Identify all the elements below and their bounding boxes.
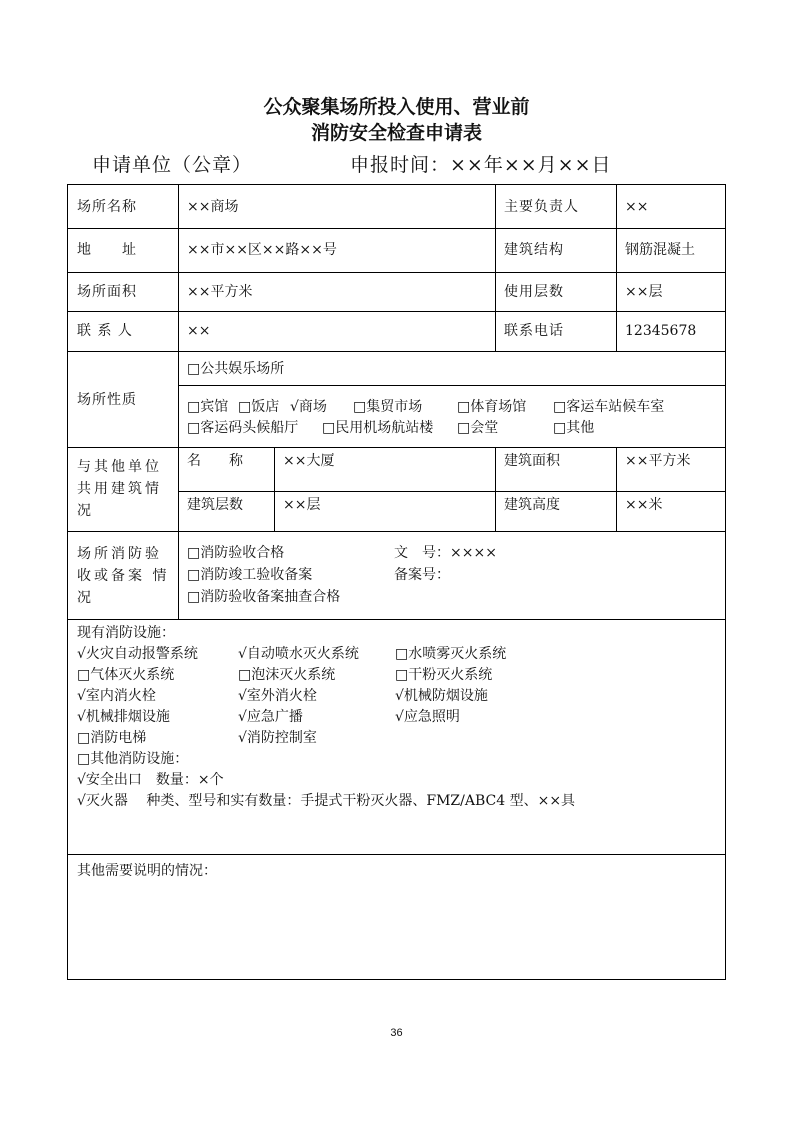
nature-option[interactable]: □体育场馆 [457, 399, 527, 415]
other-remarks-label: 其他需要说明的情况： [77, 863, 217, 879]
facility-option[interactable]: √机械排烟设施 [77, 709, 170, 725]
shared-area-value: ××平方米 [625, 453, 691, 469]
facility-option[interactable]: √火灾自动报警系统 [77, 646, 198, 662]
acceptance-qualified-checkbox[interactable]: □消防验收合格 [187, 545, 285, 561]
building-structure-value: 钢筋混凝土 [625, 242, 695, 258]
nature-option[interactable]: □客运车站候车室 [553, 399, 665, 415]
fire-extinguishers: √灭火器 种类、型号和实有数量：手提式干粉灭火器、FMZ/ABC4 型、××具 [77, 793, 576, 809]
contact-phone-label: 联系电话 [504, 323, 564, 339]
nature-option[interactable]: □其他 [553, 420, 595, 436]
other-facilities-checkbox[interactable]: □其他消防设施： [77, 751, 189, 767]
page-number: 36 [390, 1027, 403, 1039]
building-structure-label: 建筑结构 [504, 242, 564, 258]
spot-check-checkbox[interactable]: □消防验收备案抽查合格 [187, 589, 341, 605]
venue-nature-label: 场所性质 [77, 392, 137, 408]
facilities-heading: 现有消防设施： [77, 625, 175, 641]
facility-option[interactable]: □干粉灭火系统 [395, 667, 493, 683]
shared-height-value: ××米 [625, 497, 663, 513]
facility-option[interactable]: □消防电梯 [77, 730, 147, 746]
nature-option[interactable]: □客运码头候船厅 [187, 420, 299, 436]
application-date: 申报时间：××年××月××日 [350, 154, 612, 176]
contact-person-value: ×× [187, 323, 211, 339]
person-in-charge-value: ×× [625, 199, 649, 215]
nature-option[interactable]: □宾馆 [187, 399, 229, 415]
nature-option[interactable]: √商场 [290, 399, 327, 415]
shared-floors-value: ××层 [283, 497, 321, 513]
acceptance-label-line1: 场所消防验 [77, 546, 162, 562]
shared-height-label: 建筑高度 [504, 497, 560, 513]
shared-name-label: 名 称 [187, 453, 243, 469]
applicant-seal-label: 申请单位（公章） [92, 154, 253, 176]
shared-building-label-line1: 与其他单位 [77, 459, 162, 475]
facility-option[interactable]: √室外消火栓 [238, 688, 317, 704]
venue-area-value: ××平方米 [187, 284, 253, 300]
facility-option[interactable]: √消防控制室 [238, 730, 317, 746]
facility-option[interactable]: √机械防烟设施 [395, 688, 488, 704]
facility-option[interactable]: √应急照明 [395, 709, 460, 725]
shared-building-label-line2: 共用建筑情 [77, 481, 162, 497]
safety-exits: √安全出口 数量：×个 [77, 772, 224, 788]
contact-phone-value: 12345678 [625, 323, 697, 339]
contact-person-label: 联 系 人 [77, 323, 133, 339]
venue-area-label: 场所面积 [77, 284, 137, 300]
nature-option[interactable]: □民用机场航站楼 [322, 420, 434, 436]
acceptance-label-line2: 收或备案 情 [77, 568, 170, 584]
facility-option[interactable]: √室内消火栓 [77, 688, 156, 704]
venue-name-label: 场所名称 [77, 199, 137, 215]
form-title-line2: 消防安全检查申请表 [310, 122, 482, 144]
form-title-line1: 公众聚集场所投入使用、营业前 [263, 96, 530, 118]
floors-used-label: 使用层数 [504, 284, 564, 300]
shared-name-value: ××大厦 [283, 453, 335, 469]
venue-name-value: ××商场 [187, 199, 239, 215]
facility-option[interactable]: □泡沫灭火系统 [238, 667, 336, 683]
nature-option[interactable]: □会堂 [457, 420, 499, 436]
shared-floors-label: 建筑层数 [187, 497, 243, 513]
person-in-charge-label: 主要负责人 [504, 199, 579, 215]
nature-option[interactable]: □饭店 [238, 399, 280, 415]
record-number: 备案号： [394, 567, 450, 583]
facility-option[interactable]: √应急广播 [238, 709, 303, 725]
completion-record-checkbox[interactable]: □消防竣工验收备案 [187, 567, 313, 583]
acceptance-label-line3: 况 [77, 590, 91, 606]
facility-option[interactable]: √自动喷水灭火系统 [238, 646, 359, 662]
nature-option[interactable]: □集贸市场 [353, 399, 423, 415]
facility-option[interactable]: □气体灭火系统 [77, 667, 175, 683]
public-entertainment-checkbox[interactable]: □公共娱乐场所 [187, 361, 285, 377]
facility-option[interactable]: □水喷雾灭火系统 [395, 646, 507, 662]
address-label: 地 址 [77, 242, 137, 258]
document-number: 文 号：×××× [394, 545, 497, 561]
address-value: ××市××区××路××号 [187, 242, 337, 258]
shared-building-label-line3: 况 [77, 503, 91, 519]
shared-area-label: 建筑面积 [504, 453, 560, 469]
application-table [67, 184, 726, 980]
floors-used-value: ××层 [625, 284, 663, 300]
